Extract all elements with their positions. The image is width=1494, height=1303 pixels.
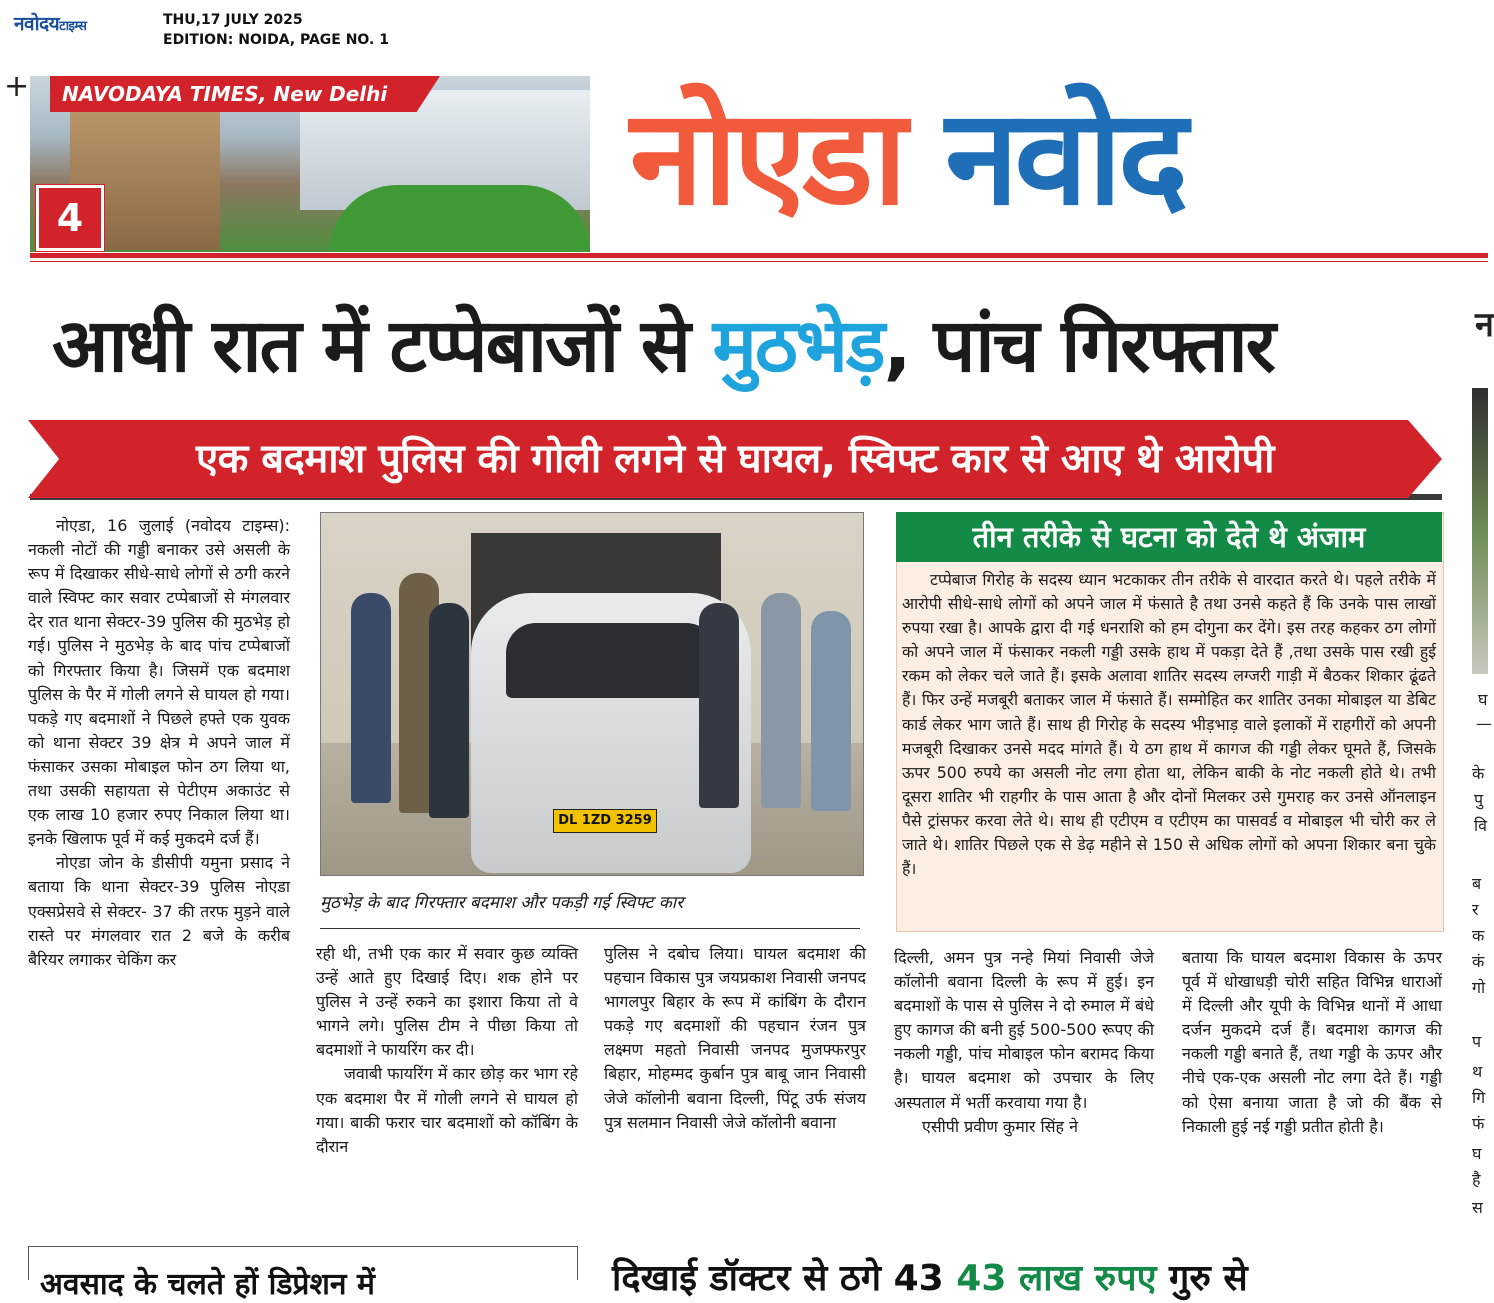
photo-person-3 [429, 603, 469, 818]
photo-caption: मुठभेड़ के बाद गिरफ्तार बदमाश और पकड़ी गई स्विफ्ट कार [320, 893, 684, 913]
column-2-paragraph-2: जवाबी फायरिंग में कार छोड़ कर भाग रहे एक बदमाश पैर में गोली लगने से घायल हो गया। बाकी फरार चार बदमाशों को कॉबिंग के दौरान [316, 1064, 578, 1156]
column-4-paragraph-1: दिल्ली, अमन पुत्र नन्हे मियां निवासी जेजे कॉलोनी बवाना दिल्ली के रूप में हुई। इन बदमाशों के पास से पुलिस ने दो रुमाल में बंधे हुए कागज की बनी हुई 500-500 रूपए की नकली गड्डी, पांच मोबाइल फोन बरामद किया है। घायल बदमाश को उपचार के लिए अस्पताल में भर्ती करवाया गया है। [894, 948, 1154, 1112]
column-1-paragraph-2: नोएडा जोन के डीसीपी यमुना प्रसाद ने बताया कि थाना सेक्टर-39 पुलिस नोएडा एक्सप्रेसवे से सेक्टर- 37 की तरफ मुड़ने वाले रास्ते पर मंगलवार रात 2 बजे के करीब बैरियर लगाकर चेकिंग कर [28, 853, 290, 969]
photo-person-6 [811, 611, 851, 811]
article-photo[interactable] [320, 512, 864, 876]
adjacent-peek-9: कं [1472, 952, 1485, 971]
banner-field-shape [330, 185, 590, 252]
next-headline-green: 43 लाख रुपए [956, 1258, 1157, 1299]
adjacent-peek-16: है [1472, 1170, 1481, 1189]
adjacent-peek-4: पु [1474, 790, 1484, 809]
adjacent-peek-7: र [1472, 900, 1479, 919]
caption-rule [320, 928, 860, 929]
edition-info [163, 10, 389, 50]
masthead-title [630, 68, 1488, 248]
adjacent-peek-1: घ [1478, 690, 1488, 709]
headline-part1: आधी रात में टप्पेबाजों से [52, 303, 689, 389]
headline-part2: , पांच गिरफ्तार [883, 303, 1274, 389]
next-headline-part1: दिखाई डॉक्टर से ठगे 43 [612, 1258, 944, 1299]
adjacent-peek-11: प [1472, 1032, 1482, 1051]
adjacent-peek-5: वि [1474, 816, 1488, 835]
adjacent-peek-8: क [1472, 926, 1485, 945]
newspaper-logo[interactable] [14, 10, 86, 36]
adjacent-peek-15: घ [1472, 1144, 1482, 1163]
sidebar-box-text: टप्पेबाज गिरोह के सदस्य ध्यान भटकाकर तीन तरीके से वारदात करते थे। पहले तरीके में आरोपी सीधे-साधे लोगों को अपने जाल में फंसाते है तथा उनसे कहते हैं कि उनके पास लाखों रुपया रखा है। आपके द्वारा दी गई धनराशि को हम दोगुना कर देंगे। इस तरह कहकर ठग लोगों को अपने जाल में फंसाकर नकली गड्डी उसके हाथ में पकड़ा देते हैं ,तथा उसके पास रखी हुई रकम को लेकर चले जाते हैं। इसके अलावा शातिर सदस्य लग्जरी गाड़ी में बैठकर शिकार ढूंढते हैं। फिर उन्हें मजबूरी बताकर जाल में फंसाते हैं। सम्मोहित कर शातिर उनका मोबाइल या डेबिट कार्ड लेकर भाग जाते हैं। साथ ही गिरोह के सदस्य भीड़भाड़ वाले इलाकों में राहगीरों को अपनी मजबूरी दिखाकर उनसे मदद मांगते हैं। ये ठग हाथ में कागज की गड्डी लेकर घूमते हैं, जिसके ऊपर 500 रुपये का असली नोट लगा होता था, लेकिन बाकी के नोट नकली होते थे। तभी दूसरा शातिर भी राहगीर के पास आता है और दोनों मिलकर उसे गुमराह कर उनसे ऑनलाइन पैसे ट्रांसफर करवा लेते थे। साथ ही एटीएम व एटीएम का पासवर्ड व मोबाइल भी चोरी कर ले जाते थे। शातिर पिछले एक से डेढ़ महीने से 150 से अधिक लोगों को अपना शिकार बना चुके हैं। [902, 570, 1436, 879]
article-column-5 [1182, 946, 1442, 1139]
logo-sub: टाइम्स [59, 19, 87, 34]
next-article-headline-left[interactable]: अवसाद के चलते हों डिप्रेशन में [40, 1267, 375, 1302]
next-article-headline-right[interactable] [612, 1252, 1248, 1301]
page-number-badge: 4 [36, 185, 104, 251]
adjacent-peek-14: फं [1472, 1114, 1485, 1133]
photo-car-windshield [506, 623, 716, 698]
article-column-1 [28, 514, 290, 972]
next-headline-part2: गुरु से [1169, 1258, 1248, 1299]
adjacent-photo-peek [1472, 388, 1488, 674]
masthead-title-navodaya: नवोद [945, 81, 1185, 235]
photo-person-5 [761, 593, 801, 808]
issue-date: THU,17 JULY 2025 [163, 12, 303, 28]
headline-highlight: मुठभेड़ [712, 303, 884, 389]
column-5-paragraph-1: बताया कि घायल बदमाश विकास के ऊपर पूर्व में धोखाधड़ी चोरी सहित विभिन्न धाराओं में दिल्ली और यूपी के विभिन्न थानों में आधा दर्जन मुकदमे दर्ज हैं। बदमाश कागज की नकली गड्डी बनाते हैं, तथा गड्डी के ऊपर और नीचे एक-एक असली नोट लगा देते हैं। गड्डी को ऐसा बनाया जाता है जो की बैंक से निकाली हुई नई गड्डी प्रतीत होती है। [1182, 948, 1442, 1136]
masthead-rule-thin [30, 261, 1488, 262]
adjacent-peek-2: — [1476, 714, 1492, 733]
edition-page: EDITION: NOIDA, PAGE NO. 1 [163, 32, 389, 48]
sidebar-box-body [902, 568, 1436, 881]
adjacent-peek-6: ब [1472, 874, 1482, 893]
masthead-ribbon-text: NAVODAYA TIMES, New Delhi [62, 82, 388, 106]
column-4-paragraph-2: एसीपी प्रवीण कुमार सिंह ने [922, 1116, 1078, 1136]
adjacent-peek-13: गि [1472, 1088, 1486, 1107]
adjacent-peek-17: स [1472, 1198, 1483, 1217]
photo-number-plate: DL 1ZD 3259 [553, 809, 657, 833]
adjacent-peek-10: गो [1472, 978, 1486, 997]
column-2-paragraph-1: रही थी, तभी एक कार में सवार कुछ व्यक्ति उन्हें आते हुए दिखाई दिए। शक होने पर पुलिस ने उन्हें रुकने का इशारा किया तो वे भागने लगे। पुलिस टीम ने पीछा किया तो बदमाशों ने फायरिंग कर दी। [316, 944, 578, 1060]
adjacent-headline-peek: न [1475, 305, 1494, 345]
photo-person-4 [699, 603, 739, 808]
masthead-rule [30, 253, 1488, 258]
adjacent-peek-3: के [1472, 764, 1485, 783]
column-3-paragraph-1: पुलिस ने दबोच लिया। घायल बदमाश की पहचान विकास पुत्र जयप्रकाश निवासी जनपद भागलपुर बिहार के रूप में कांबिंग के दौरान पकड़े गए बदमाशों की पहचान रंजन पुत्र लक्ष्मण महतो निवासी जनपद मुजफ्फरपुर बिहार, मोहम्मद कुर्बान पुत्र बाबू जान निवासी जेजे कॉलोनी बवाना दिल्ली, पिंटू उर्फ संजय पुत्र सलमान निवासी जेजे कॉलोनी बवाना [604, 944, 866, 1132]
masthead-title-noida: नोएडा [630, 81, 904, 235]
article-headline[interactable] [52, 296, 1442, 396]
article-column-3 [604, 942, 866, 1135]
article-column-2 [316, 942, 578, 1159]
adjacent-peek-12: थ [1472, 1062, 1483, 1081]
subheadline-text: एक बदमाश पुलिस की गोली लगने से घायल, स्विफ्ट कार से आए थे आरोपी [196, 436, 1274, 482]
article-column-4 [894, 946, 1154, 1139]
crop-mark-icon: + [4, 69, 30, 104]
sidebar-box-heading: तीन तरीके से घटना को देते थे अंजाम [896, 512, 1442, 562]
column-1-paragraph-1: नोएडा, 16 जुलाई (नवोदय टाइम्स): नकली नोटों की गड्डी बनाकर उसे असली के रूप में दिखाकर सीधे-साधे लोगों से ठगी करने वाले स्विफ्ट कार सवार टप्पेबाजों से मंगलवार देर रात थाना सेक्टर-39 पुलिस की मुठभेड़ हो गई। पुलिस ने मुठभेड़ के बाद पांच टप्पेबाजों को गिरफ्तार किया है। जिसमें एक बदमाश पुलिस के पैर में गोली लगने से घायल हो गया। पकड़े गए बदमाशों ने पिछले हफ्ते एक युवक को थाना सेक्टर 39 क्षेत्र मे अपने जाल में फंसाकर उसका मोबाइल फोन ठग लिया था, तथा उसकी सहायता से पेटीएम अकाउंट से एक लाख 10 हजार रुपए निकाल लिया था। इनके खिलाफ पूर्व में कई मुकदमे दर्ज हैं। [28, 516, 290, 849]
photo-person-1 [351, 593, 391, 803]
logo-main: नवोदय [14, 13, 60, 35]
